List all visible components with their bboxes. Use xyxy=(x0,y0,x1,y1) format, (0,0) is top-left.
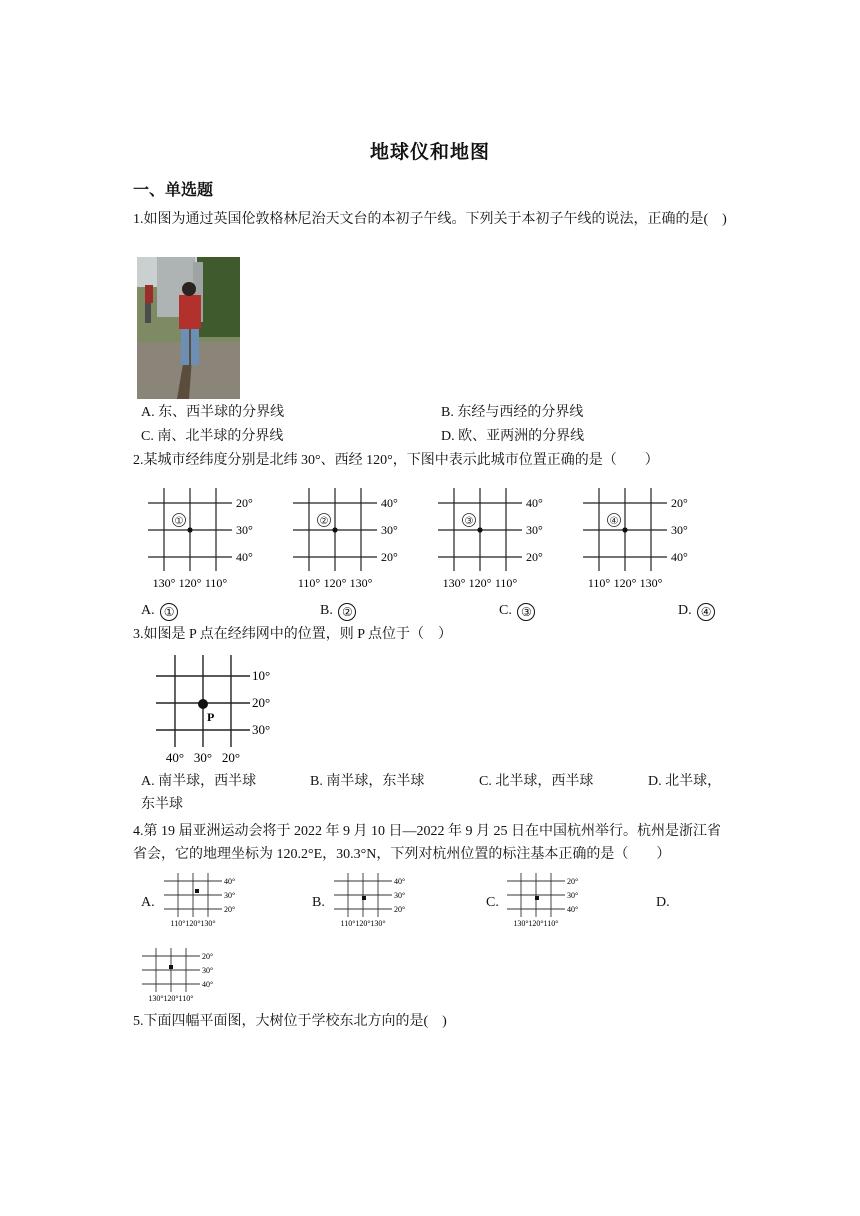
grid4-lon-left: 110° xyxy=(587,576,611,590)
svg-text:110°: 110° xyxy=(170,919,186,928)
q1-option-c[interactable]: C. 南、北半球的分界线 xyxy=(141,429,284,444)
grid2-lat-mid: 30° xyxy=(381,523,398,537)
svg-text:20°: 20° xyxy=(567,877,579,886)
q3-lat-top: 10° xyxy=(252,668,271,683)
q2-option-d-letter: D. xyxy=(678,603,692,618)
q2-option-b-mark: ② xyxy=(338,603,356,621)
question-5-text: 5.下面四幅平面图，大树位于学校东北方向的是( ) xyxy=(133,1014,447,1029)
q3-lon-left: 40° xyxy=(165,750,185,765)
q4-option-b-diagram xyxy=(330,871,420,929)
q2-option-a-letter: A. xyxy=(141,603,155,618)
q1-option-a[interactable]: A. 东、西半球的分界线 xyxy=(141,405,285,420)
grid3-lon-mid: 120° xyxy=(468,576,492,590)
q2-option-a[interactable] xyxy=(141,601,178,621)
svg-text:120°: 120° xyxy=(185,919,201,928)
question-1-text: 1.如图为通过英国伦敦格林尼治天文台的本初子午线。下列关于本初子午线的说法，正确的是( ) xyxy=(133,212,727,227)
svg-text:20°: 20° xyxy=(202,952,214,961)
grid4-lon-mid: 120° xyxy=(613,576,637,590)
page-title: 地球仪和地图 xyxy=(369,142,490,163)
question-2-text: 2.某城市经纬度分别是北纬 30°、西经 120°，下图中表示此城市位置正确的是（ ） xyxy=(133,453,659,468)
grid2-mark: ② xyxy=(319,516,329,527)
grid1-lon-left: 130° xyxy=(152,576,176,590)
svg-text:40°: 40° xyxy=(394,877,406,886)
q2-option-d[interactable] xyxy=(678,601,715,621)
grid1-lon-right: 110° xyxy=(204,576,228,590)
q3-lon-right: 20° xyxy=(221,750,241,765)
q2-option-c-mark: ③ xyxy=(517,603,535,621)
svg-text:30°: 30° xyxy=(202,966,214,975)
grid2-lon-mid: 120° xyxy=(323,576,347,590)
grid3-lat-top: 40° xyxy=(526,496,543,510)
q3-grid-diagram xyxy=(150,652,290,770)
grid4-lon-right: 130° xyxy=(639,576,663,590)
grid4-lat-top: 20° xyxy=(671,496,688,510)
q4-option-b[interactable]: B. xyxy=(312,895,325,910)
grid4-lat-bottom: 40° xyxy=(671,550,688,564)
grid1-lat-bottom: 40° xyxy=(236,550,253,564)
q3-point-label: P xyxy=(207,710,215,724)
svg-text:30°: 30° xyxy=(394,891,406,900)
prime-meridian-photo xyxy=(137,257,240,399)
svg-text:40°: 40° xyxy=(202,980,214,989)
section-heading: 一、单选题 xyxy=(133,182,214,199)
grid1-lat-mid: 30° xyxy=(236,523,253,537)
q4-option-c-diagram xyxy=(503,871,593,929)
q3-option-d[interactable]: D. 北半球， xyxy=(648,774,722,789)
grid2-lon-right: 130° xyxy=(349,576,373,590)
q4-option-a-diagram xyxy=(160,871,250,929)
question-3-text: 3.如图是 P 点在经纬网中的位置，则 P 点位于（ ） xyxy=(133,627,453,642)
q2-option-b-letter: B. xyxy=(320,603,333,618)
svg-text:20°: 20° xyxy=(224,905,236,914)
svg-text:130°: 130° xyxy=(370,919,386,928)
grid3-lat-bottom: 20° xyxy=(526,550,543,564)
grid2-lat-top: 40° xyxy=(381,496,398,510)
grid-diagram-3 xyxy=(430,483,560,593)
svg-text:110°: 110° xyxy=(543,919,559,928)
q3-option-c[interactable]: C. 北半球，西半球 xyxy=(479,774,594,789)
q4-option-d[interactable]: D. xyxy=(656,895,670,910)
svg-text:120°: 120° xyxy=(528,919,544,928)
svg-text:120°: 120° xyxy=(355,919,371,928)
q2-option-d-mark: ④ xyxy=(697,603,715,621)
svg-text:120°: 120° xyxy=(163,994,179,1003)
q3-lon-mid: 30° xyxy=(193,750,213,765)
q3-lat-bottom: 30° xyxy=(252,722,271,737)
grid-diagram-1 xyxy=(140,483,270,593)
q3-option-a[interactable]: A. 南半球，西半球 xyxy=(141,774,257,789)
grid3-lon-left: 130° xyxy=(442,576,466,590)
svg-text:130°: 130° xyxy=(148,994,164,1003)
grid1-lat-top: 20° xyxy=(236,496,253,510)
q4-option-d-diagram xyxy=(138,946,228,1004)
grid3-mark: ③ xyxy=(464,516,474,527)
svg-text:30°: 30° xyxy=(224,891,236,900)
grid2-lon-left: 110° xyxy=(297,576,321,590)
q2-option-b[interactable] xyxy=(320,601,356,621)
question-4-text: 4.第 19 届亚洲运动会将于 2022 年 9 月 10 日—2022 年 9 月 25 日在中国杭州举行。杭州是浙江省省会，它的地理坐标为 120.2°E，30.3°N，下列对杭州位置的标注基本正确的是（ ） xyxy=(133,824,721,862)
q4-option-a[interactable]: A. xyxy=(141,895,155,910)
grid4-mark: ④ xyxy=(609,516,619,527)
svg-text:40°: 40° xyxy=(224,877,236,886)
q3-option-d-continued: 东半球 xyxy=(141,797,183,812)
svg-text:110°: 110° xyxy=(340,919,356,928)
grid1-lon-mid: 120° xyxy=(178,576,202,590)
grid1-mark: ① xyxy=(174,516,184,527)
grid-diagram-4 xyxy=(575,483,705,593)
svg-text:20°: 20° xyxy=(394,905,406,914)
q4-option-c[interactable]: C. xyxy=(486,895,499,910)
q2-option-c-letter: C. xyxy=(499,603,512,618)
q3-option-b[interactable]: B. 南半球，东半球 xyxy=(310,774,425,789)
grid3-lon-right: 110° xyxy=(494,576,518,590)
q1-option-d[interactable]: D. 欧、亚两洲的分界线 xyxy=(441,429,585,444)
svg-text:40°: 40° xyxy=(567,905,579,914)
svg-text:30°: 30° xyxy=(567,891,579,900)
q3-lat-mid: 20° xyxy=(252,695,271,710)
q2-option-c[interactable] xyxy=(499,601,535,621)
grid4-lat-mid: 30° xyxy=(671,523,688,537)
svg-text:130°: 130° xyxy=(513,919,529,928)
svg-text:130°: 130° xyxy=(200,919,216,928)
grid-diagram-2 xyxy=(285,483,415,593)
q1-option-b[interactable]: B. 东经与西经的分界线 xyxy=(441,405,584,420)
grid2-lat-bottom: 20° xyxy=(381,550,398,564)
grid3-lat-mid: 30° xyxy=(526,523,543,537)
svg-text:110°: 110° xyxy=(178,994,194,1003)
q2-option-a-mark: ① xyxy=(160,603,178,621)
